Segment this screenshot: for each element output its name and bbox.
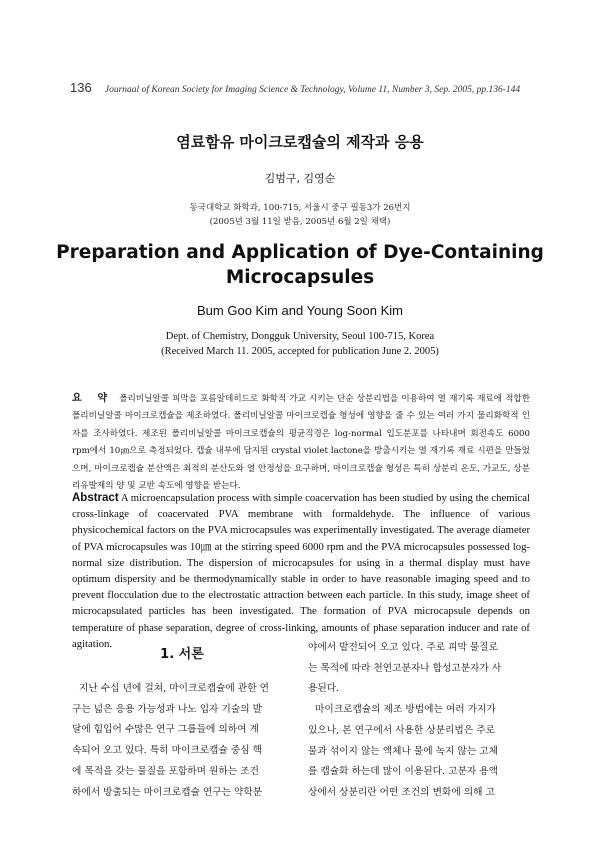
korean-abstract — [72, 390, 530, 495]
body-line: 는 목적에 따라 천연고분자나 합성고분자가 사 — [308, 662, 502, 674]
intro-right-column — [308, 638, 530, 804]
english-abstract-label: Abstract — [72, 492, 119, 504]
body-line: 있으나, 본 연구에서 사용한 상분리법은 주로 — [308, 724, 495, 736]
page-number: 136 — [70, 80, 92, 95]
english-affiliation: Dept. of Chemistry, Dongguk University, Seoul 100-715, Korea — [165, 331, 435, 342]
body-line: 를 캡슐화 하는데 많이 이용된다. 고분자 용액 — [308, 766, 499, 778]
korean-affiliation: 동국대학교 화학과, 100-715, 서울시 중구 필동3가 26번지 — [189, 203, 411, 213]
body-line: 상에서 상분리란 어떤 조건의 변화에 의해 고 — [308, 786, 495, 798]
body-line: 마이크로캡슐의 제조 방법에는 여러 가지가 — [315, 704, 496, 716]
english-authors: Bum Goo Kim and Young Soon Kim — [197, 303, 403, 318]
body-line: 야에서 발전되어 오고 있다. 주로 피막 물질로 — [308, 642, 499, 653]
korean-abstract-label: 요 약 — [72, 393, 114, 404]
english-title-line1: Preparation and Application of Dye-Containing — [56, 242, 544, 263]
english-abstract-text: A microencapsulation process with simple coacervation has been studied by using the chemical cross-linkage of coacervated PVA membrane with formaldehyde. The influence of various physicochemical factors on the PVA microcapsules was experimentally investigated. The average diameter of PVA microcapsules was 10㎛ at the stirring speed 6000 rpm and the PVA microcapsules possessed log-normal size distribution. The dispersion of microcapsules for using in a thermal display must have optimum dispersity and be thermodynamically stable in order to have reasonable imaging speed and to prevent flocculation due to the electrostatic attraction between each particle. In this study, image sheet of microcapsulated particles has been investigated. The formation of PVA microcapsule depends on temperature of phase separation, degree of cross-linking, amounts of phase separation inducer and rate of agitation. — [72, 492, 530, 650]
body-line: 지난 수십 년에 걸쳐, 마이크로캡슐에 관한 연 — [79, 683, 270, 694]
body-line: 하에서 방출되는 마이크로캡슐 연구는 약학분 — [72, 786, 263, 798]
body-line: 에 목적을 갖는 물질을 포함하며 원하는 조건 — [72, 765, 259, 777]
korean-abstract-text: 폴리비닐알콜 피막을 포름알데히드로 화학적 가교 시키는 단순 상분리법을 이용하여 열 재기록 재료에 적합한 폴리비닐알콜 마이크로캡슐을 제조하였다. 폴리비닐알콜 마이크로캡슐 형성에 영향을 줄 수 있는 여러 가지 물리화학적 인자를 조사하였다. 제조된 폴리비닐알콜 마이크로캡슐의 평균직경은 log-normal 입도분포를 나타내며 회전속도 6000 rpm에서 10㎛으로 측정되었다. 캡슐 내부에 담지된 crystal violet lactone을 방출시키는 열 재기록 재료 시편을 만들었으며, 마이크로캡슐 분산액은 최적의 분산도와 열 안정성을 요구하며, 마이크로캡슐 형성은 특히 상분리 온도, 가교도, 상분리유발제의 양 및 교반 속도에 영향을 받는다. — [72, 394, 530, 492]
korean-authors: 김범구, 김영순 — [264, 172, 336, 185]
body-line: 속되어 오고 있다. 특히 마이크로캡슐 중심 핵 — [72, 745, 263, 757]
section-title-introduction: 1. 서론 — [160, 647, 204, 662]
body-line: 물과 섞이지 않는 액체나 물에 녹지 않는 고체 — [308, 745, 499, 757]
english-title — [0, 240, 600, 290]
body-line: 용된다. — [308, 683, 340, 695]
english-received-dates: (Received March 11. 2005, accepted for publication June 2. 2005) — [161, 346, 439, 357]
journal-citation: Journaal of Korean Society for Imaging Science & Technology, Volume 11, Number 3, Sep. 2005, pp.136-144 — [104, 85, 521, 95]
korean-title: 염료함유 마이크로캡슐의 제작과 응용 — [176, 133, 424, 151]
body-line: 구는 넓은 응용 가능성과 나노 입자 기술의 발 — [72, 703, 263, 715]
english-abstract — [72, 490, 530, 652]
intro-left-column — [72, 679, 294, 803]
running-header — [70, 80, 570, 95]
korean-received-dates: (2005년 3월 11일 받음, 2005년 6월 2일 채택) — [209, 217, 391, 227]
english-title-line2: Microcapsules — [225, 267, 375, 288]
body-line: 달에 힘입어 수많은 연구 그룹들에 의하여 계 — [72, 724, 259, 736]
